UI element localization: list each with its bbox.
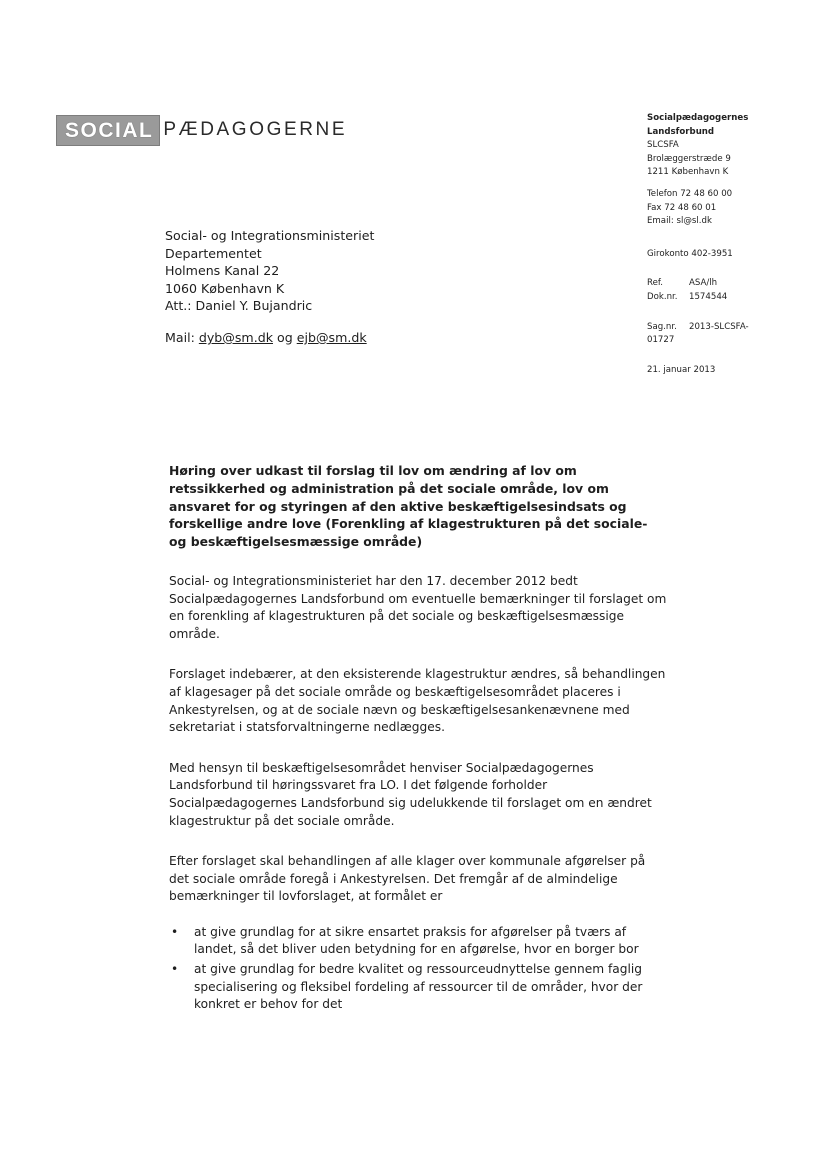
recipient-line-4: 1060 København K	[165, 280, 285, 296]
reference-value: ASA/lh	[689, 278, 718, 289]
purpose-list	[169, 924, 669, 1014]
list-item	[169, 924, 669, 959]
list-item-text: at give grundlag for at sikre ensartet praksis for afgørelser på tværs af landet, så det bliver uden betydning for en afgørelse, hvor en borger bor	[194, 924, 639, 957]
document-number-value: 1574544	[689, 291, 728, 302]
sender-org-name-2: Landsforbund	[647, 126, 715, 137]
recipient-line-3: Holmens Kanal 22	[165, 263, 280, 279]
case-number-value: 2013-SLCSFA-	[689, 321, 749, 332]
list-item	[169, 961, 669, 1014]
paragraph-4: Efter forslaget skal behandlingen af alle klager over kommunale afgørelser på det sociale område foregå i Ankestyrelsen. Det fremgår af de almindelige bemærkninger til lovforslaget, at formålet er	[169, 854, 646, 904]
reference-label: Ref.	[647, 278, 664, 289]
recipient-line-2: Departementet	[165, 245, 262, 261]
mail-line	[165, 330, 367, 345]
sender-fax: Fax 72 48 60 01	[647, 202, 717, 213]
bullet-icon: •	[171, 962, 179, 977]
sender-city: 1211 København K	[647, 167, 729, 178]
paragraph-3: Med hensyn til beskæftigelsesområdet henviser Socialpædagogernes Landsforbund til høringssvaret fra LO. I det følgende forholder Socialpædagogernes Landsforbund sig udelukkende til forslaget om en ændret klagestruktur på det sociale område.	[169, 760, 652, 828]
letter-body	[169, 462, 669, 1016]
logo-boxed-text: SOCIAL	[56, 115, 160, 146]
recipient-line-1: Social- og Integrationsministeriet	[165, 228, 375, 243]
bullet-icon: •	[171, 924, 179, 939]
recipient-attention: Att.: Daniel Y. Bujandric	[165, 298, 313, 314]
case-number-row	[647, 321, 817, 335]
document-number-row	[647, 291, 817, 305]
case-number-label: Sag.nr.	[647, 321, 677, 332]
letter-subject: Høring over udkast til forslag til lov om ændring af lov om retssikkerhed og administration på det sociale område, lov om ansvaret for og styringen af den aktive beskæftigelsesindsats og forskellige andre love (Forenkling af klagestrukturen på det sociale- og beskæftigelsesmæssige område)	[169, 463, 648, 550]
logo-text: PÆDAGOGERNE	[163, 119, 348, 140]
mail-link-1[interactable]: dyb@sm.dk	[198, 330, 273, 345]
list-item-text: at give grundlag for bedre kvalitet og ressourceudnyttelse gennem faglig specialisering og fleksibel fordeling af ressourcer til de områder, hvor der konkret er behov for det	[194, 962, 643, 1012]
document-number-label: Dok.nr.	[647, 291, 678, 302]
paragraph-1: Social- og Integrationsministeriet har den 17. december 2012 bedt Socialpædagogernes Landsforbund om eventuelle bemærkninger til forslaget om en forenkling af klagestrukturen på det sociale og beskæftigelsesmæssige område.	[169, 573, 667, 641]
sender-info	[647, 112, 817, 377]
sender-street: Brolæggerstræde 9	[647, 153, 731, 164]
organization-logo	[56, 115, 347, 145]
sender-giro: Girokonto 402-3951	[647, 248, 733, 259]
paragraph-2: Forslaget indebærer, at den eksisterende klagestruktur ændres, så behandlingen af klagesager på det sociale område og beskæftigelsesområdet placeres i Ankestyrelsen, og at de sociale nævn og beskæftigelsesankenævnene med sekretariat i statsforvaltningerne nedlægges.	[169, 667, 666, 735]
recipient-address	[165, 227, 374, 315]
sender-org-name: Socialpædagogernes	[647, 113, 749, 123]
mail-conjunction: og	[272, 330, 297, 345]
sender-phone: Telefon 72 48 60 00	[647, 188, 733, 199]
mail-label: Mail:	[165, 330, 199, 345]
reference-row	[647, 277, 817, 291]
mail-link-2[interactable]: ejb@sm.dk	[296, 330, 367, 345]
case-number-value-continued: 01727	[647, 335, 675, 346]
sender-email: Email: sl@sl.dk	[647, 216, 712, 227]
sender-abbr: SLCSFA	[647, 140, 679, 151]
letter-date: 21. januar 2013	[647, 364, 716, 375]
